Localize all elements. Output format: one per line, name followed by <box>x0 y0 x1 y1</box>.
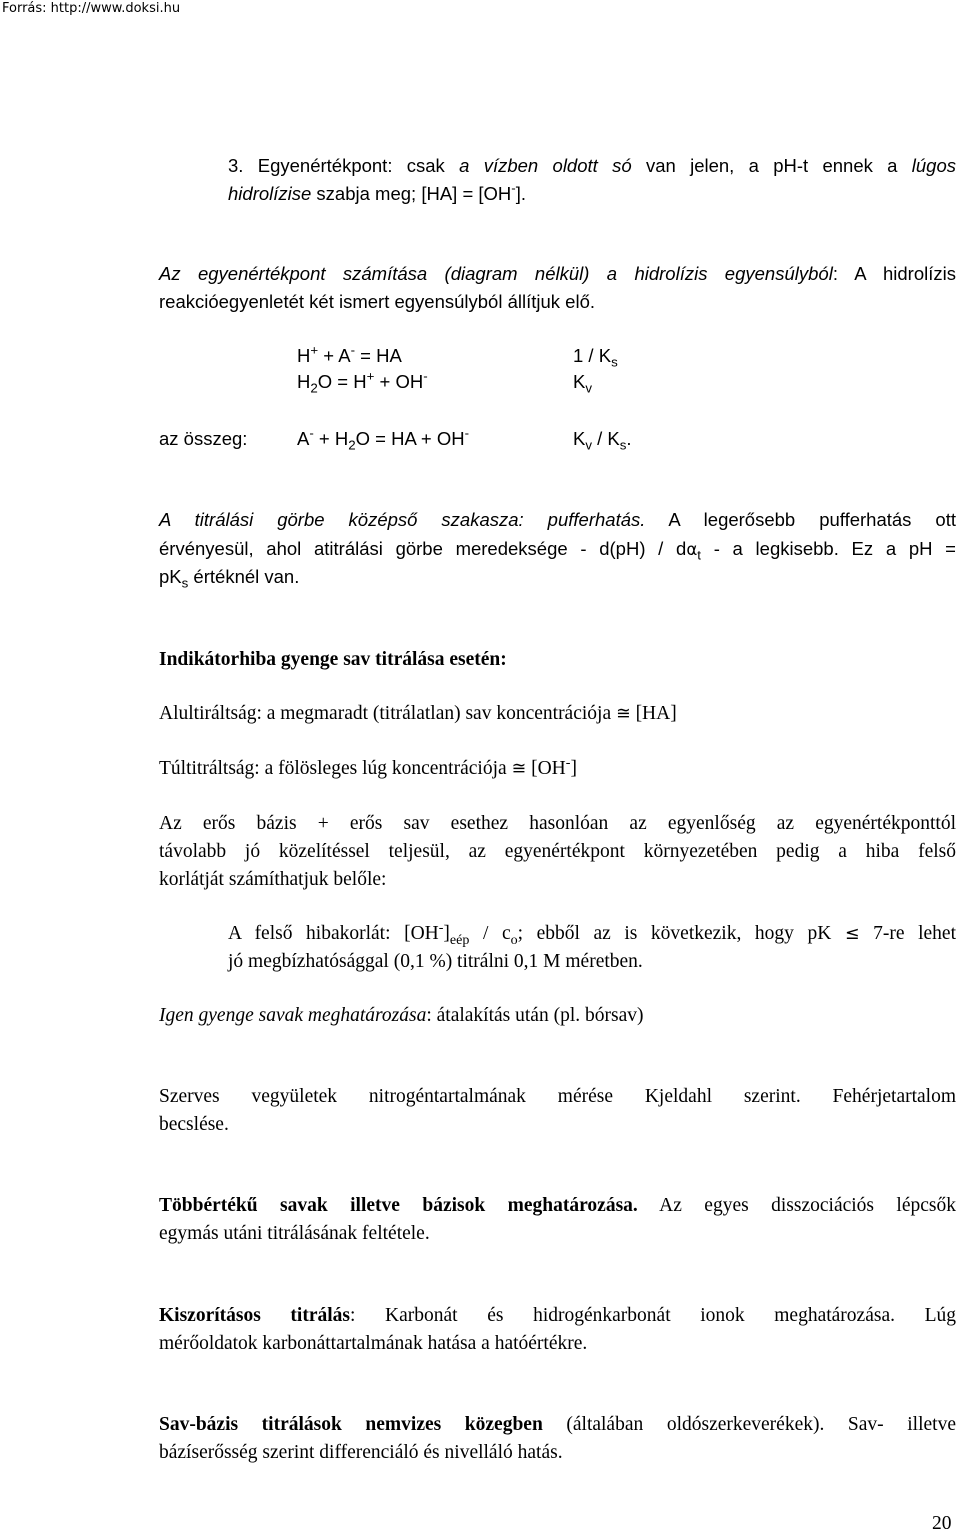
para-buffer-line3: $pK_s$ értéknél van. <box>159 566 300 591</box>
equation-sum-constant: $K_v / K_s$. <box>573 428 632 453</box>
sum-label: az összeg: <box>159 428 248 449</box>
over-titration: Túltitráltság: a fölösleges lúg koncentrációja ≅ [OH-] <box>159 754 577 779</box>
para-displacement-line1: Kiszorításos titrálás: Karbonát és hidrogénkarbonát ionok meghatározása. Lúg <box>159 1305 957 1326</box>
para-calculation-line1: Az egyenértékpont számítása (diagram nélkül) a hidrolízis egyensúlyból: A hidrolízis <box>159 263 956 284</box>
source-url[interactable]: Forrás: http://www.doksi.hu <box>2 1 181 16</box>
heading-indicator-error: Indikátorhiba gyenge sav titrálása esetén: <box>159 649 507 670</box>
para-nonaqueous-line1: Sav-bázis titrálások nemvizes közegben (általában oldószerkeverékek). Sav- illetve <box>159 1414 956 1435</box>
page-number: 20 <box>932 1513 952 1534</box>
para-kjeldahl-line1: Szerves vegyületek nitrogéntartalmának mérése Kjeldahl szerint. Fehérjetartalom <box>159 1086 956 1107</box>
equation-1: H+ + A- = HA <box>297 342 402 366</box>
para-upper-limit-line2: jó megbízhatósággal (0,1 %) titrálni 0,1 M méretben. <box>228 951 643 972</box>
para-weak-acids: Igen gyenge savak meghatározása: átalakítás után (pl. bórsav) <box>159 1005 644 1026</box>
para-strong-base-line1: Az erős bázis + erős sav esethez hasonlóan az egyenlőség az egyenértékponttól <box>159 813 956 834</box>
equation-1-constant: $1 / K_s$ <box>573 345 618 370</box>
para-equivalence-line2: hidrolízise szabja meg; [HA] = [OH-]. <box>228 180 526 204</box>
para-buffer-line2: érvényesül, ahol atitrálási görbe meredeksége - $d(pH) / d\alpha_t$ - a legkisebb. Ez a pH = <box>159 538 956 563</box>
para-equivalence-line1: 3. Egyenértékpont: csak a vízben oldott só van jelen, a pH-t ennek a lúgos <box>228 155 957 176</box>
para-nonaqueous-line2: bázíserősség szerint differenciáló és nivelláló hatás. <box>159 1442 563 1463</box>
para-displacement-line2: mérőoldatok karbonáttartalmának hatása a hatóértékre. <box>159 1333 588 1354</box>
para-upper-limit-line1: A felső hibakorlát: $[OH^-]_{eép} / c_o$; ebből az is következik, hogy pK ≤ 7-re lehet <box>228 919 956 948</box>
para-strong-base-line2: távolabb jó közelítéssel teljesül, az egyenértékpont környezetében pedig a hiba felső <box>159 841 956 862</box>
equation-2: $H_2O = H^+ + OH^-$ <box>297 368 428 396</box>
para-polyprotic-line1: Többértékű savak illetve bázisok meghatározása. Az egyes disszociációs lépcsők <box>159 1195 956 1216</box>
equation-2-constant: $K_v$ <box>573 371 592 396</box>
equation-sum: $A^- + H_2O$ = HA + OH- <box>297 425 470 453</box>
para-calculation-line2: reakcióegyenletét két ismert egyensúlyból állítjuk elő. <box>159 291 596 312</box>
para-polyprotic-line2: egymás utáni titrálásának feltétele. <box>159 1223 430 1244</box>
para-kjeldahl-line2: becslése. <box>159 1114 229 1135</box>
under-titration: Alultiráltság: a megmaradt (titrálatlan) sav koncentrációja ≅ [HA] <box>159 703 677 724</box>
para-buffer-line1: A titrálási görbe középső szakasza: pufferhatás. A legerősebb pufferhatás ott <box>159 509 956 530</box>
para-strong-base-line3: korlátját számíthatjuk belőle: <box>159 869 387 890</box>
